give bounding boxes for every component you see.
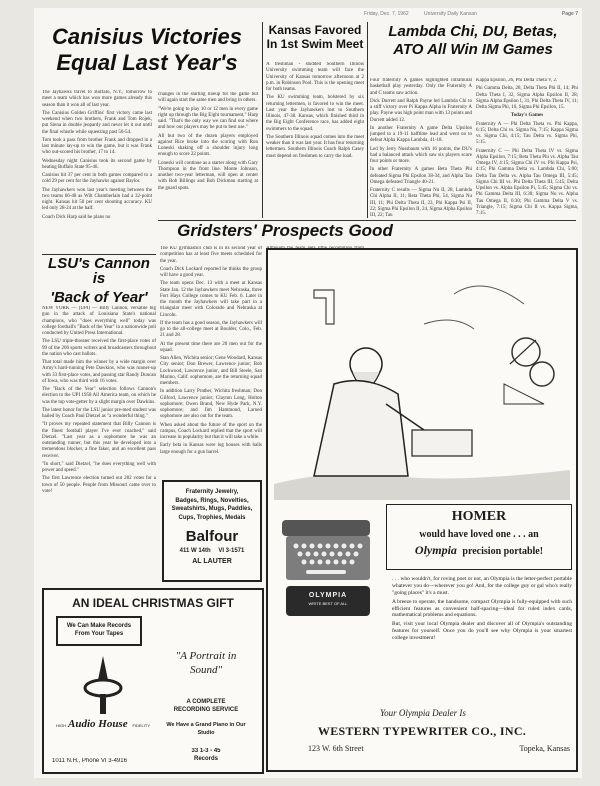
- records-offer-box: [56, 616, 142, 646]
- swim-headline-line1: Kansas Favored: [268, 24, 362, 37]
- article-paragraph: If the team has a good season, the Jayhawkers will go to the all-college meet at Boulder, Colo., Feb. 21 and 28.: [160, 320, 262, 339]
- article-paragraph: Tom took a pass from brother Frank and dropped in a last minute lay-up to win the game, but it was Frank who out-scored his brother, 17 to 14.: [42, 137, 152, 156]
- canisius-headline: [42, 26, 252, 88]
- portrait-in-sound: [156, 650, 256, 690]
- homer-title: HOMER: [451, 509, 507, 524]
- dealer-name: WESTERN TYPEWRITER CO., INC.: [317, 724, 527, 738]
- lambda-column-2: [476, 78, 578, 220]
- service-line1: A COMPLETE: [186, 699, 226, 705]
- typewriter-caption: WRITE BEST OF ALL: [308, 601, 348, 606]
- balfour-address: 411 W 14th: [179, 547, 211, 554]
- grand-piano-note: We Have a Grand Piano in Our Studio: [166, 722, 246, 736]
- article-paragraph: changes in the starting lineup for the game but will again start the same men and bring in others.: [158, 92, 258, 104]
- lambda-column-1: [370, 78, 472, 220]
- article-paragraph: Canisius hit 37 per cent in both games compared to a cold 29 per cent for the Jayhawks against Baylor.: [42, 173, 152, 185]
- store-address: 1011 N.H., Phone VI 3-4916: [52, 758, 127, 764]
- article-paragraph: The KU swimming team, bolstered by six returning lettermen, is favored to win the meet. Last year the Jayhawkers lost to Southern Illinois, 47-38. Kansas, which finished third in the Big Eight Conference race, has added eight swimmers to the squad.: [266, 95, 364, 132]
- column-rule: [367, 22, 368, 218]
- section-rule: [42, 254, 156, 255]
- balfour-line: Badges, Rings, Novelties,: [175, 497, 249, 504]
- canisius-headline-line1: Canisius Victories: [52, 26, 242, 49]
- christmas-gift-title: AN IDEAL CHRISTMAS GIFT: [72, 596, 234, 610]
- olympia-tagline-line1: would have loved one . . . an: [419, 529, 539, 540]
- page-header: [364, 11, 578, 19]
- dealer-intro: Your Olympia Dealer Is: [380, 708, 466, 718]
- balfour-line: Cups, Trophies, Medals: [178, 515, 246, 522]
- olympia-headline-box: [386, 504, 572, 570]
- gridsters-headline-text: Gridsters' Prospects Good: [177, 222, 393, 240]
- article-paragraph: Loneski will continue as a starter along with Gary Thompson in the front line. Monte Johnson, another two-year letterman, will open at center with Bob Billings and Bob Dickman starting at the guard spots.: [158, 160, 258, 191]
- article-paragraph: Wednesday night Canisius took its second game by beating Buffalo State 95-46.: [42, 158, 152, 170]
- kansas-swim-body: [266, 62, 364, 218]
- article-paragraph: The KU gymnastics club is in its second year of competition has at least five meets scheduled for the year.: [160, 246, 262, 264]
- article-paragraph: But, visit your local Olympia dealer and discover all of Olympia's outstanding features for yourself. Once you do you'll see why Olympia is your smartest college investment!: [392, 621, 572, 641]
- article-paragraph: The Jayhawkers won last year's meeting between the two teams 66-48 as Wilt Chamberlain had a 32-point night. Kansas hit 50 per cent shooting accuracy. KU led only 28-24 at the half.: [42, 187, 152, 212]
- article-paragraph: Stan Allen, Wichita senior; Gene Woodard, Kansas City senior; Don Brewer, Lawrence junior; Bob Lockwood, Lawrence junior, and Bill Steele, San Marino, Calif. sophomore, are the returning squad members.: [160, 356, 262, 386]
- article-paragraph: "In short," said Dietzel, "he does everything well with power and speed.": [42, 461, 156, 473]
- store-right-label: FIDELITY: [132, 723, 150, 728]
- article-paragraph: The latest honor for the LSU junior pre-med student was hailed by Coach Paul Dietzel as "a wonderful thing.": [42, 407, 156, 419]
- audio-house-logo: [56, 650, 150, 746]
- canisius-headline-line2: Equal Last Year's: [56, 50, 238, 76]
- article-paragraph: Phi Gamma Delta, 28, Delta Theta Phi II, 14; Phi Delta Theta I, 32, Sigma Alpha Epsilon II, 28; Sigma Alpha Epsilon I, 31, Phi Delta Theta IV, 11; Delta Sigma Phi, 16, Sigma Phi Epsilon, 15.: [476, 86, 578, 110]
- balfour-line: Sweatshirts, Mugs, Paddles,: [171, 506, 253, 513]
- lsu-headline-line1: LSU's Cannon is: [48, 256, 150, 288]
- typewriter-case-label: [286, 592, 370, 614]
- kansas-swim-headline: [266, 24, 364, 60]
- article-paragraph: That total made him the winner by a wide margin over Army's hard-running Pete Dawkins, who was runner-up with 33 first-place votes, and passing star Randy Duncan of Iowa, who was third with 16 votes.: [42, 360, 156, 384]
- lambda-headline-line1: Lambda Chi, DU, Betas,: [388, 24, 558, 40]
- article-paragraph: NEW YORK — (UPI) — Billy Cannon, versatile big gun in the attack of Louisiana State's national champions, who "does everything well" today was college football's "Back of the Year" in a nationwide poll conducted by United Press International.: [42, 306, 156, 336]
- article-paragraph: . . . who wouldn't, for roving poet or not, an Olympia is the letter-perfect portable whatever you do—wherever you go! And, for the college guy or gal who's really "going places" it's a must.: [392, 576, 572, 596]
- header-page-number: Page 7: [561, 11, 578, 17]
- balfour-ad: [162, 480, 262, 582]
- article-paragraph: All but two of the dozen players employed against Rice broke into the scoring with Ron Loneski shaking off a shoulder injury long enough to score 22 points.: [158, 133, 258, 158]
- article-paragraph: The Jayhawks travel to Buffalo, N.Y., tomorrow to meet a team which has won more games already this season than it won all of last year.: [42, 90, 152, 108]
- lambda-headline: [370, 24, 576, 76]
- dealer-address: 123 W. 6th Street: [308, 744, 364, 753]
- balfour-contact: AL LAUTER: [192, 557, 232, 565]
- dealer-city: Topeka, Kansas: [519, 744, 570, 753]
- header-paper-name: University Daily Kansan: [424, 11, 477, 17]
- recording-service: [156, 698, 256, 715]
- todays-games-subhead: Today's Games: [510, 113, 544, 119]
- balfour-line: Fraternity Jewelry,: [185, 489, 239, 495]
- article-paragraph: Four fraternity A games highlighted intramural basketball play yesterday. Only the Fraternity A and C teams saw action.: [370, 78, 472, 96]
- article-paragraph: In addition Larry Prather, Wichita freshman; Don Gilford, Lawrence junior; Clayton Long, Holton sophomore; Owen Brand, New Hyde Park, N.Y. sophomore; and Jim Hammond, Larned sophomore are also out for the team.: [160, 389, 262, 420]
- column-rule: [262, 22, 263, 218]
- article-paragraph: "It proves my repeated statement that Billy Cannon is the finest football player I've ever coached," said Dietzel. "Last year as a sophomore he was an outstanding runner, but this year he developed into a tremendous blocker, a fine faker, and an excellent pass receiver.: [42, 422, 156, 459]
- newspaper-page: [34, 8, 582, 778]
- lsu-headline: [42, 256, 156, 308]
- article-paragraph: When asked about the future of the sport on the campus, Coach Lockard replied that the sport will increase in popularity but that it will take a while.: [160, 422, 262, 440]
- article-paragraph: A breeze to operate, the handsome, compact Olympia is fully-equipped with such efficient features as convenient half-spacing—ideal for ruled index cards, mathematical problems and equations.: [392, 598, 572, 619]
- article-paragraph: Coach Dick Lockard reported he thinks the group will have a good year.: [160, 266, 262, 278]
- header-date: Friday, Dec. 7, 1962: [364, 11, 409, 17]
- balfour-phone: VI 3-1571: [218, 547, 245, 554]
- store-name: Audio House: [68, 719, 128, 729]
- record-speeds-value: 33 1-3 - 45: [191, 748, 221, 754]
- article-paragraph: The team opens Dec. 13 with a meet at Kansas State Jan. 12 the Jayhawkers meet Nebraska, three Fort Hays College comes to KU Feb. 6. Later in the month the Jayhawkers will take part in a triangular meet with Colorado and Nebraska at Lincoln.: [160, 281, 262, 318]
- swim-headline-line2: In 1st Swim Meet: [266, 37, 364, 52]
- article-paragraph: The Canisius Golden Griffins' first victory came last weekend when two brothers, Frank and Tom Rojek, put Siena in double jeopardy and never let it out until the final whistle while squeezing past 56-54.: [42, 110, 152, 135]
- olympia-body-copy: [392, 576, 572, 702]
- balfour-name: Balfour: [185, 527, 239, 545]
- canisius-column-2: [158, 92, 258, 220]
- homer-illustration: [274, 254, 570, 500]
- lsu-headline-line2: 'Back of Year': [50, 288, 148, 306]
- article-paragraph: Fraternity C — Phi Delta Theta IV vs. Sigma Alpha Epsilon, 7:15; Beta Theta Phi vs. Alpha Tau Omega IV, 4:15; Sigma Chi IV vs. Phi Kappa Psi, 4:15; Phi Gamma Delta vs. Lambda Chi, 5:00; Delta Tau Delta vs. Alpha Tau Omega III, 5:45; Sigma Chi III vs. Phi Delta Theta III, 5:45; Delta Upsilon vs. Alpha Epsilon Pi, 5:45; Sigma Chi vs. Phi Gamma Delta III, 6:30; Sigma Nu vs. Alpha Tau Omega II, 6:30; Phi Gamma Delta V vs. Triangle, 7:15; Sigma Chi II vs. Kappa Sigma, 7:15.: [476, 148, 578, 216]
- article-paragraph: A freshman - studded Southern Illinois University swimming team will face the University of Kansas tomorrow afternoon at 2 p.m. in Robinson Pool. This is the opening meet for both teams.: [266, 62, 364, 92]
- service-line2: RECORDING SERVICE: [173, 707, 239, 714]
- typewriter-image: [276, 512, 380, 644]
- olympia-brand: Olympia: [414, 543, 457, 557]
- records-offer-text: We Can Make Records From Your Tapes: [66, 623, 132, 638]
- article-paragraph: Dick Durrett and Ralph Payne led Lambda Chi to a stiff victory over Pi Kappa Alpha in Fraternity A play. Payne was high point man with 13 points and Durrett added 12.: [370, 98, 472, 123]
- article-paragraph: In another Fraternity A game Delta Upsilon jumped to a 19-11 halftime lead and went on to defeat Alpha Kappa Lambda, 41-18.: [370, 125, 472, 144]
- article-paragraph: In other Fraternity A games Beta Theta Phi defeated Sigma Phi Epsilon 38-34, and Alpha Tau Omega defeated Triangle 40-21.: [370, 167, 472, 185]
- article-paragraph: Coach Dick Harp said he plans no: [42, 214, 111, 220]
- article-paragraph: The first Lawrence election turned out 282 votes for a town of 50 people. People from Missouri came over to vote!: [42, 476, 156, 494]
- portrait-line2: Sound": [189, 664, 223, 676]
- article-paragraph: Fraternity A — Phi Delta Theta vs. Phi Kappa, 6:15; Delta Chi vs. Sigma Nu, 7:15; Kappa Sigma vs. Sigma Chi, 4:15; Tau Delta vs. Sigma Phi, 5:15.: [476, 121, 578, 146]
- typewriter-label: OLYMPIA: [308, 592, 348, 599]
- article-paragraph: Fraternity C results — Sigma Nu II, 28, Lambda Chi Alpha II, 11; Beta Theta Phi, 54, Sigma Nu III, 11; Phi Delta Theta II, 23, Phi Kappa Psi II, 22; Sigma Phi Epsilon II, 24, Sigma Alpha Epsilon III, 22; Tau: [370, 188, 472, 218]
- article-paragraph: Kappa Epsilon, 26, Phi Delta Theta V, 2.: [476, 78, 558, 83]
- record-speeds: [156, 748, 256, 764]
- record-speeds-unit: Records: [193, 755, 218, 762]
- article-paragraph: The "Back of the Year" selection follows Cannon's election to the UPI 1958 All America team, on which he was the top vote-getter by a slight margin over Dawkins.: [42, 387, 156, 405]
- gridsters-headline: [160, 222, 410, 244]
- audio-house-ad: [42, 588, 264, 774]
- article-paragraph: The Southern Illinois squad comes into the meet weaker than it was last year. It has four returning lettermen. Southern Illinois Coach Ralph Casey must depend on freshmen to carry the load.: [266, 134, 364, 159]
- article-paragraph: "We're going to play 10 or 12 men in every game right up through the Big Eight tournament," Harp said. "That's the only way we can find out where and how our players may be put to best use.": [158, 106, 258, 131]
- lambda-headline-line2: ATO All Win IM Games: [393, 41, 553, 59]
- section-rule: [158, 220, 576, 221]
- audio-house-logo-art: [56, 650, 150, 746]
- canisius-column-1: [42, 90, 152, 262]
- olympia-ad: [266, 248, 578, 772]
- article-paragraph: Early beta in Kansas were log houses with halls large enough for a gun barrel.: [160, 443, 262, 455]
- article-paragraph: At the present time there are 20 men out for the squad.: [160, 341, 262, 353]
- store-name-row: [56, 719, 150, 729]
- homer-illustration-art: [274, 254, 570, 500]
- olympia-tagline-line2: precision portable!: [462, 546, 544, 557]
- article-paragraph: The LSU triple-threater received the first-place votes of 99 of the 206 sports writers and broadcasters throughout the nation who cast ballots.: [42, 339, 156, 357]
- store-left-label: HIGH: [56, 723, 66, 728]
- lsu-body: [42, 306, 156, 586]
- gridsters-column-1: [160, 246, 262, 514]
- article-paragraph: Led by Jerry Nussbaum with 16 points, the DU's had a balanced attack which saw six players score four points or more.: [370, 146, 472, 164]
- portrait-line1: "A Portrait in: [175, 650, 237, 662]
